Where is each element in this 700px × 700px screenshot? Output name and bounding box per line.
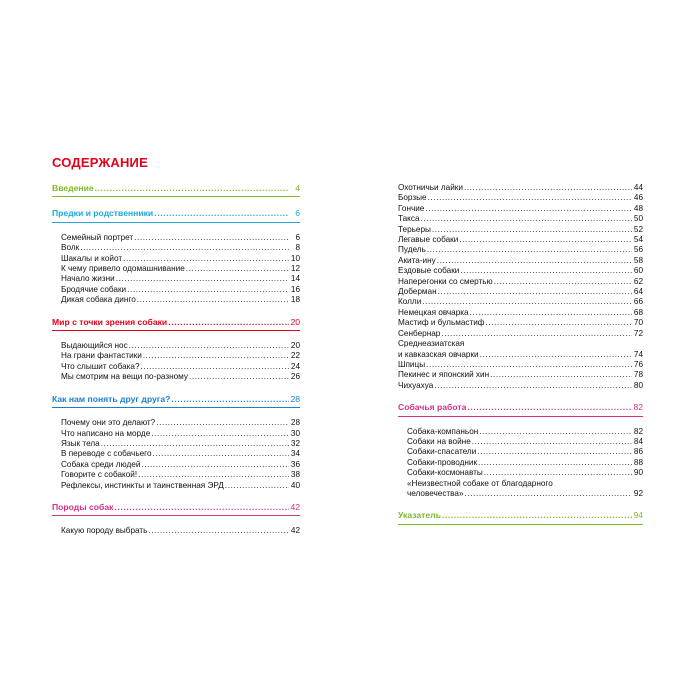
toc-dot-leader (472, 437, 632, 447)
toc-entry[interactable] (52, 233, 300, 243)
toc-entry-label: Шакалы и койот (61, 253, 123, 263)
toc-section-heading[interactable] (52, 208, 300, 218)
toc-entry[interactable] (52, 526, 300, 536)
toc-dot-leader (441, 329, 632, 339)
toc-entry-label: Шпицы (398, 359, 426, 369)
toc-dot-leader (437, 256, 632, 266)
toc-entry[interactable] (398, 266, 643, 276)
toc-entry[interactable] (398, 225, 643, 235)
toc-entry-page: 38 (290, 470, 300, 480)
toc-entry-page: 56 (633, 245, 643, 255)
toc-entry-label: Язык тела (61, 438, 100, 448)
toc-entry-label: Легавые собаки (398, 235, 459, 245)
toc-entry-page: 6 (295, 208, 300, 219)
toc-entry-label: Охотничьи лайки (398, 183, 463, 192)
toc-entry[interactable] (52, 351, 300, 361)
toc-dot-leader (490, 370, 632, 380)
toc-entry[interactable] (398, 256, 643, 266)
toc-entry[interactable] (398, 350, 643, 360)
toc-dot-leader (95, 183, 289, 193)
toc-entry-label: Выдающийся нос (61, 341, 128, 351)
toc-entry[interactable] (52, 439, 300, 449)
toc-entry-label: Чихуахуа (398, 380, 434, 390)
toc-entry-label: Бродячие собаки (61, 284, 127, 294)
toc-dot-leader (137, 295, 289, 305)
toc-entry[interactable] (398, 329, 643, 339)
toc-entry-page: 70 (633, 318, 643, 328)
toc-dot-leader (464, 183, 632, 193)
toc-entry-label: Среднеазиатская (398, 339, 465, 349)
toc-entry[interactable] (398, 381, 643, 391)
toc-entry-label: человечества» (407, 488, 464, 498)
toc-dot-leader (141, 362, 289, 372)
toc-entry-intro[interactable] (52, 183, 300, 193)
toc-entry-label: Как нам понять друг друга? (52, 393, 171, 404)
toc-dot-leader (116, 274, 289, 284)
toc-dot-leader (425, 204, 632, 214)
toc-entry[interactable] (398, 318, 643, 328)
toc-entry[interactable] (52, 285, 300, 295)
toc-entry-page: 16 (290, 284, 300, 294)
toc-dot-leader (486, 318, 632, 328)
toc-entry-label: Какую породу выбрать (61, 526, 148, 536)
toc-dot-leader (186, 264, 289, 274)
toc-entry[interactable] (52, 470, 300, 480)
toc-entry[interactable] (52, 254, 300, 264)
toc-dot-leader (434, 381, 632, 391)
toc-dot-leader (189, 372, 289, 382)
toc-dot-leader (143, 351, 289, 361)
toc-section-heading[interactable] (52, 394, 300, 404)
toc-entry-label: Волк (61, 243, 80, 253)
toc-right-column (398, 183, 643, 525)
toc-entry-label: Что слышит собака? (61, 361, 140, 371)
toc-entry[interactable] (52, 274, 300, 284)
toc-entry[interactable] (398, 489, 643, 499)
toc-entry-label: Почему они это делают? (61, 418, 156, 428)
toc-entry-label: Сенбернар (398, 328, 441, 338)
toc-dot-leader (153, 449, 290, 459)
toc-dot-leader (480, 350, 632, 360)
toc-entry-label: Такса (398, 214, 420, 224)
toc-dot-leader (428, 193, 632, 203)
toc-entry[interactable] (52, 341, 300, 351)
toc-entry-label: Собаки-проводник (407, 457, 478, 467)
toc-entry-label: В переводе с собачьего (61, 449, 152, 459)
toc-entry[interactable] (398, 245, 643, 255)
toc-entry-page: 64 (633, 287, 643, 297)
toc-dot-leader (422, 297, 632, 307)
toc-entry-page: 58 (633, 255, 643, 265)
toc-section-heading[interactable] (398, 402, 643, 412)
toc-entry-page: 40 (290, 480, 300, 490)
toc-entry[interactable] (398, 287, 643, 297)
toc-entry[interactable] (398, 447, 643, 457)
toc-entry-page: 92 (633, 488, 643, 498)
toc-entry-label: Указатель (398, 510, 441, 521)
toc-entry-page: 34 (290, 449, 300, 459)
toc-entry[interactable] (52, 372, 300, 382)
toc-dot-leader (129, 341, 289, 351)
toc-entry-label: Собака среди людей (61, 459, 141, 469)
toc-entry-label: Собачья работа (398, 402, 467, 413)
toc-dot-leader (426, 360, 632, 370)
toc-entry-page: 44 (633, 183, 643, 192)
toc-dot-leader (442, 510, 632, 520)
toc-entry[interactable] (398, 468, 643, 478)
toc-entry-page: 4 (295, 183, 300, 193)
toc-entry[interactable] (52, 243, 300, 253)
toc-entry-page: 28 (290, 418, 300, 428)
toc-entry-index[interactable] (398, 510, 643, 520)
toc-entry[interactable] (398, 437, 643, 447)
toc-entry[interactable] (398, 458, 643, 468)
toc-entry-label: На грани фантастики (61, 351, 142, 361)
toc-dot-leader (432, 225, 632, 235)
toc-entry-label: и кавказская овчарки (398, 349, 479, 359)
toc-entry-label: Введение (52, 183, 94, 193)
toc-dot-leader (156, 418, 289, 428)
toc-entry-page: 82 (633, 402, 643, 413)
toc-dot-leader (470, 308, 632, 318)
toc-entry-page: 88 (633, 457, 643, 467)
toc-entry-label: Мастиф и бульмастиф (398, 318, 485, 328)
toc-entry[interactable] (52, 460, 300, 470)
toc-entry-page: 74 (633, 349, 643, 359)
toc-entry-label: Пекинес и японский хин (398, 370, 490, 380)
toc-entry-page: 78 (633, 370, 643, 380)
toc-entry-page: 86 (633, 447, 643, 457)
toc-entry-page: 80 (633, 380, 643, 390)
toc-section-breeds (52, 502, 300, 516)
toc-entry-page: 26 (290, 372, 300, 382)
toc-entry-label: Колли (398, 297, 422, 307)
toc-section-understanding (52, 394, 300, 408)
toc-entry-line1[interactable] (398, 339, 643, 349)
toc-entry[interactable] (52, 429, 300, 439)
toc-dot-leader (127, 285, 289, 295)
toc-dot-leader (80, 243, 289, 253)
toc-dot-leader (138, 470, 289, 480)
toc-entry[interactable] (398, 204, 643, 214)
toc-entry[interactable] (398, 277, 643, 287)
toc-dot-leader (467, 402, 632, 412)
toc-section-ancestors (52, 208, 300, 222)
toc-entry-page: 66 (633, 297, 643, 307)
toc-entry-label: Наперегонки со смертью (398, 276, 493, 286)
toc-dot-leader (479, 427, 632, 437)
toc-entry-label: Рефлексы, инстинкты и таинственная ЭРД (61, 480, 224, 490)
toc-entry-label: Мир с точки зрения собаки (52, 316, 168, 327)
toc-entry-label: Собаки-космонавты (407, 468, 483, 478)
toc-entry-page: 18 (290, 295, 300, 305)
toc-entry-label: Что написано на морде (61, 428, 151, 438)
toc-section-heading[interactable] (52, 317, 300, 327)
toc-entry-label: Борзые (398, 193, 427, 203)
toc-dot-leader (478, 458, 632, 468)
toc-entry[interactable] (52, 362, 300, 372)
toc-dot-leader (168, 317, 289, 327)
toc-entry-page: 60 (633, 266, 643, 276)
toc-dot-leader (171, 394, 289, 404)
toc-entry[interactable] (398, 193, 643, 203)
toc-entry-page: 8 (295, 243, 300, 253)
toc-dot-leader (459, 235, 632, 245)
toc-entry-page: 42 (290, 526, 300, 536)
toc-entry-page: 82 (633, 426, 643, 436)
toc-entry-label: Акита-ину (398, 255, 436, 265)
toc-entry-page: 72 (633, 328, 643, 338)
toc-entry-page: 68 (633, 307, 643, 317)
toc-dot-leader (421, 214, 632, 224)
toc-entry-page: 94 (633, 510, 643, 521)
toc-entry-page: 32 (290, 438, 300, 448)
toc-entry-page: 48 (633, 203, 643, 213)
toc-entry[interactable] (52, 449, 300, 459)
toc-entry[interactable] (398, 183, 643, 193)
toc-entry-label: Собака-компаньон (407, 426, 479, 436)
toc-entry-label: Мы смотрим на вещи по-разному (61, 372, 188, 382)
toc-entry-label: Предки и родственники (52, 208, 154, 219)
toc-entry-label: Гончие (398, 203, 425, 213)
toc-entry-page: 12 (290, 264, 300, 274)
toc-dot-leader (141, 460, 289, 470)
toc-entry-label: Дикая собака динго (61, 295, 136, 305)
toc-entry[interactable] (398, 370, 643, 380)
toc-dot-leader (101, 439, 289, 449)
toc-entry[interactable] (52, 295, 300, 305)
toc-entry-page: 24 (290, 361, 300, 371)
toc-entry-label: К чему привело одомашнивание (61, 264, 185, 274)
toc-entry-page: 84 (633, 436, 643, 446)
toc-dot-leader (123, 254, 289, 264)
toc-entry[interactable] (398, 214, 643, 224)
toc-entry-page: 52 (633, 224, 643, 234)
toc-entry[interactable] (398, 427, 643, 437)
toc-entry-label: Пудель (398, 245, 426, 255)
toc-entry-page: 62 (633, 276, 643, 286)
toc-entry[interactable] (398, 360, 643, 370)
toc-dot-leader (438, 287, 632, 297)
toc-dot-leader (148, 526, 289, 536)
toc-entry-page: 6 (295, 232, 300, 242)
toc-entry-page: 10 (290, 253, 300, 263)
toc-dot-leader (151, 429, 289, 439)
toc-dot-leader (134, 233, 289, 243)
toc-dot-leader (114, 502, 289, 512)
toc-entry-label: Породы собак (52, 501, 114, 512)
toc-section-intro (52, 183, 300, 197)
toc-entry-label: Ездовые собаки (398, 266, 460, 276)
toc-dot-leader (460, 266, 632, 276)
toc-entry[interactable] (398, 235, 643, 245)
toc-section-dog-work (398, 402, 643, 416)
toc-left-column (52, 183, 300, 537)
toc-section-index (398, 510, 643, 524)
toc-entry-page: 90 (633, 468, 643, 478)
toc-entry-page: 30 (290, 428, 300, 438)
toc-dot-leader (494, 277, 632, 287)
toc-entry-line1[interactable] (398, 479, 643, 489)
toc-section-heading[interactable] (52, 502, 300, 512)
toc-entry-page: 20 (290, 341, 300, 351)
toc-entry-label: Собаки на войне (407, 436, 471, 446)
toc-entry-label: Начало жизни (61, 274, 115, 284)
toc-entry-label: Говорите с собакой! (61, 470, 138, 480)
toc-entry-page: 22 (290, 351, 300, 361)
toc-entry-page: 36 (290, 459, 300, 469)
toc-entry[interactable] (398, 308, 643, 318)
toc-entry-page: 54 (633, 235, 643, 245)
toc-entry-page: 28 (290, 393, 300, 404)
toc-entry-label: Семейный портрет (61, 232, 134, 242)
toc-dot-leader (477, 447, 632, 457)
toc-entry[interactable] (398, 297, 643, 307)
toc-entry-page: 50 (633, 214, 643, 224)
toc-entry-label: Доберман (398, 287, 437, 297)
toc-section-dog-world (52, 317, 300, 331)
toc-entry-page: 42 (290, 501, 300, 512)
toc-entry-label: Немецкая овчарка (398, 307, 469, 317)
toc-entry-page: 46 (633, 193, 643, 203)
toc-entry-label: «Неизвестной собаке от благодарного (407, 478, 553, 488)
toc-dot-leader (465, 489, 632, 499)
toc-entry[interactable] (52, 481, 300, 491)
toc-dot-leader (225, 481, 289, 491)
toc-entry-page: 20 (290, 316, 300, 327)
toc-dot-leader (154, 208, 289, 218)
page-title: СОДЕРЖАНИЕ (52, 155, 148, 170)
toc-entry-page: 76 (633, 359, 643, 369)
toc-entry[interactable] (52, 418, 300, 428)
toc-entry[interactable] (52, 264, 300, 274)
toc-dot-leader (427, 245, 632, 255)
toc-entry-label: Собаки-спасатели (407, 447, 477, 457)
toc-entry-label: Терьеры (398, 224, 431, 234)
toc-entry-page: 14 (290, 274, 300, 284)
toc-dot-leader (484, 468, 632, 478)
